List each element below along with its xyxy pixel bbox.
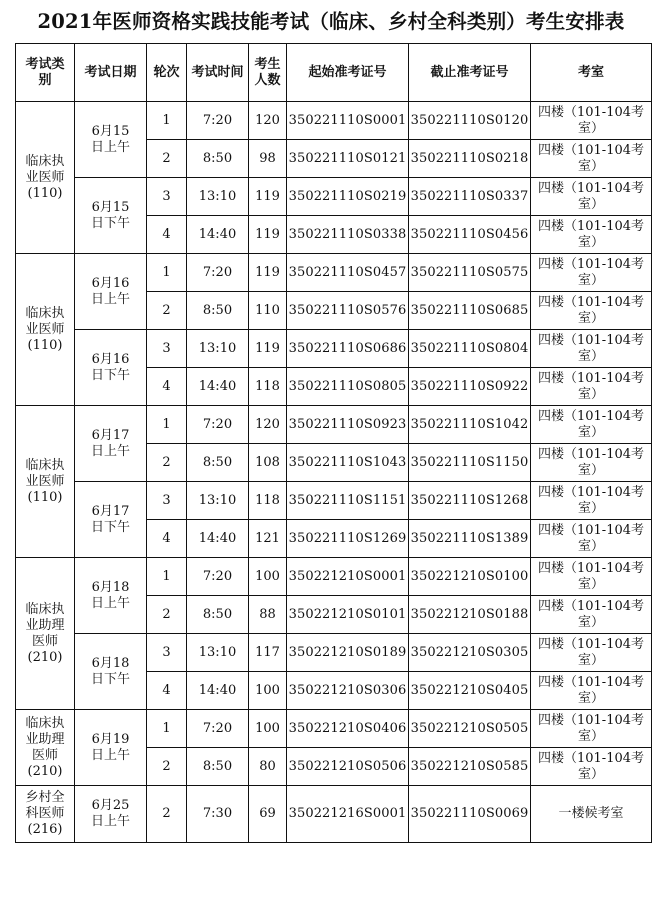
end-id-cell (409, 786, 531, 843)
round-cell-text: 1 (162, 568, 171, 584)
time-cell (187, 786, 249, 843)
count-cell-text: 98 (259, 150, 276, 166)
schedule-body (16, 102, 652, 843)
count-cell-text: 121 (255, 530, 280, 546)
round-cell (147, 520, 187, 558)
room-cell-text: 四楼（101-104考室） (537, 370, 645, 402)
time-cell-text: 7:20 (202, 112, 233, 128)
round-cell-text: 1 (162, 720, 171, 736)
count-cell (249, 748, 287, 786)
round-cell-text: 3 (162, 492, 171, 508)
count-cell (249, 216, 287, 254)
time-cell (187, 330, 249, 368)
start-id-cell (287, 482, 409, 520)
count-cell-text: 119 (255, 188, 280, 204)
end-id-cell-text: 350221110S0804 (410, 340, 529, 356)
end-id-cell-text: 350221110S0337 (410, 188, 529, 204)
count-cell-text: 118 (255, 492, 280, 508)
round-cell-text: 2 (162, 606, 171, 622)
round-cell (147, 786, 187, 843)
round-cell-text: 2 (162, 302, 171, 318)
time-cell-text: 8:50 (202, 606, 233, 622)
end-id-cell-text: 350221110S1268 (410, 492, 529, 508)
time-cell (187, 634, 249, 672)
round-cell (147, 710, 187, 748)
room-cell-text: 四楼（101-104考室） (537, 636, 645, 668)
start-id-cell (287, 558, 409, 596)
count-cell-text: 118 (255, 378, 280, 394)
round-cell (147, 672, 187, 710)
header-end-id: 截止准考证号 (409, 44, 531, 102)
room-cell (531, 786, 652, 843)
time-cell (187, 444, 249, 482)
time-cell (187, 406, 249, 444)
room-cell-text: 四楼（101-104考室） (537, 446, 645, 478)
count-cell-text: 100 (255, 720, 280, 736)
start-id-cell (287, 178, 409, 216)
category-cell (16, 710, 75, 786)
date-cell-text: 6月25日上午 (90, 798, 130, 829)
start-id-cell (287, 672, 409, 710)
end-id-cell (409, 710, 531, 748)
start-id-cell-text: 350221110S0121 (288, 150, 407, 166)
round-cell (147, 178, 187, 216)
end-id-cell-text: 350221110S0120 (410, 112, 529, 128)
room-cell (531, 558, 652, 596)
round-cell (147, 292, 187, 330)
category-cell (16, 254, 75, 406)
table-row (16, 558, 652, 596)
time-cell-text: 8:50 (202, 758, 233, 774)
start-id-cell-text: 350221110S0219 (288, 188, 407, 204)
round-cell (147, 482, 187, 520)
end-id-cell-text: 350221210S0505 (410, 720, 529, 736)
end-id-cell (409, 178, 531, 216)
round-cell-text: 2 (162, 806, 171, 821)
start-id-cell-text: 350221110S0686 (288, 340, 407, 356)
end-id-cell (409, 292, 531, 330)
end-id-cell (409, 140, 531, 178)
end-id-cell-text: 350221110S0575 (410, 264, 529, 280)
date-cell-text: 6月18日下午 (90, 655, 130, 687)
time-cell (187, 672, 249, 710)
round-cell (147, 254, 187, 292)
header-round: 轮次 (147, 44, 187, 102)
room-cell (531, 368, 652, 406)
schedule-table (15, 43, 652, 843)
round-cell (147, 748, 187, 786)
end-id-cell (409, 596, 531, 634)
date-cell (75, 406, 147, 482)
round-cell (147, 558, 187, 596)
date-cell (75, 254, 147, 330)
round-cell (147, 140, 187, 178)
room-cell (531, 482, 652, 520)
count-cell-text: 120 (255, 416, 280, 432)
room-cell-text: 四楼（101-104考室） (537, 142, 645, 174)
end-id-cell-text: 350221210S0585 (410, 758, 529, 774)
round-cell-text: 4 (162, 682, 171, 698)
room-cell (531, 178, 652, 216)
header-category: 考试类别 (16, 44, 75, 102)
room-cell (531, 710, 652, 748)
count-cell (249, 634, 287, 672)
start-id-cell-text: 350221216S0001 (288, 806, 407, 821)
end-id-cell-text: 350221210S0305 (410, 644, 529, 660)
time-cell-text: 13:10 (198, 644, 237, 660)
end-id-cell (409, 634, 531, 672)
start-id-cell (287, 216, 409, 254)
round-cell (147, 444, 187, 482)
round-cell-text: 4 (162, 226, 171, 242)
time-cell-text: 13:10 (198, 492, 237, 508)
room-cell-text: 四楼（101-104考室） (537, 560, 645, 592)
table-row (16, 102, 652, 140)
start-id-cell (287, 140, 409, 178)
time-cell-text: 14:40 (198, 682, 237, 698)
room-cell-text: 四楼（101-104考室） (537, 104, 645, 136)
table-row (16, 330, 652, 368)
start-id-cell (287, 520, 409, 558)
start-id-cell (287, 634, 409, 672)
room-cell (531, 444, 652, 482)
date-cell (75, 330, 147, 406)
start-id-cell (287, 596, 409, 634)
count-cell (249, 292, 287, 330)
end-id-cell (409, 748, 531, 786)
category-cell-text: 临床执业助理医师(210) (25, 715, 65, 779)
start-id-cell-text: 350221110S1269 (288, 530, 407, 546)
time-cell (187, 558, 249, 596)
room-cell (531, 520, 652, 558)
category-cell (16, 406, 75, 558)
room-cell (531, 330, 652, 368)
header-start-id: 起始准考证号 (287, 44, 409, 102)
time-cell (187, 216, 249, 254)
room-cell-text: 四楼（101-104考室） (537, 218, 645, 250)
time-cell (187, 710, 249, 748)
count-cell (249, 406, 287, 444)
date-cell (75, 178, 147, 254)
time-cell-text: 14:40 (198, 226, 237, 242)
room-cell-text: 四楼（101-104考室） (537, 484, 645, 516)
start-id-cell (287, 368, 409, 406)
end-id-cell-text: 350221110S1042 (410, 416, 529, 432)
round-cell (147, 330, 187, 368)
start-id-cell (287, 786, 409, 843)
round-cell-text: 4 (162, 530, 171, 546)
count-cell-text: 100 (255, 568, 280, 584)
table-row (16, 786, 652, 843)
category-cell-text: 临床执业医师(110) (25, 153, 65, 201)
time-cell-text: 13:10 (198, 340, 237, 356)
date-cell (75, 102, 147, 178)
round-cell-text: 3 (162, 644, 171, 660)
date-cell-text: 6月16日下午 (90, 351, 130, 383)
start-id-cell-text: 350221210S0001 (288, 568, 407, 584)
date-cell-text: 6月18日上午 (90, 579, 130, 611)
table-row (16, 482, 652, 520)
count-cell (249, 520, 287, 558)
time-cell-text: 7:20 (202, 720, 233, 736)
start-id-cell (287, 710, 409, 748)
time-cell (187, 748, 249, 786)
count-cell (249, 558, 287, 596)
time-cell (187, 520, 249, 558)
end-id-cell (409, 216, 531, 254)
room-cell-text: 四楼（101-104考室） (537, 256, 645, 288)
start-id-cell-text: 350221110S0338 (288, 226, 407, 242)
count-cell (249, 368, 287, 406)
time-cell-text: 8:50 (202, 454, 233, 470)
start-id-cell-text: 350221210S0506 (288, 758, 407, 774)
header-row (16, 44, 652, 102)
date-cell (75, 710, 147, 786)
round-cell-text: 2 (162, 150, 171, 166)
count-cell (249, 710, 287, 748)
start-id-cell (287, 292, 409, 330)
room-cell (531, 634, 652, 672)
time-cell-text: 7:20 (202, 568, 233, 584)
category-cell (16, 558, 75, 710)
round-cell (147, 596, 187, 634)
round-cell-text: 4 (162, 378, 171, 394)
start-id-cell (287, 102, 409, 140)
time-cell (187, 140, 249, 178)
count-cell (249, 330, 287, 368)
count-cell (249, 254, 287, 292)
end-id-cell-text: 350221110S0685 (410, 302, 529, 318)
count-cell (249, 786, 287, 843)
start-id-cell (287, 748, 409, 786)
count-cell-text: 80 (259, 758, 276, 774)
category-cell-text: 临床执业助理医师(210) (25, 601, 65, 665)
start-id-cell (287, 444, 409, 482)
room-cell-text: 四楼（101-104考室） (537, 522, 645, 554)
header-time: 考试时间 (187, 44, 249, 102)
time-cell-text: 7:30 (202, 806, 233, 821)
start-id-cell-text: 350221110S0805 (288, 378, 407, 394)
room-cell-text: 四楼（101-104考室） (537, 332, 645, 364)
start-id-cell (287, 406, 409, 444)
round-cell-text: 2 (162, 454, 171, 470)
room-cell (531, 672, 652, 710)
round-cell-text: 3 (162, 340, 171, 356)
header-room: 考室 (531, 44, 652, 102)
start-id-cell-text: 350221110S1043 (288, 454, 407, 470)
category-cell-text: 临床执业医师(110) (25, 457, 65, 505)
room-cell (531, 748, 652, 786)
count-cell (249, 102, 287, 140)
room-cell-text: 四楼（101-104考室） (537, 180, 645, 212)
round-cell (147, 216, 187, 254)
table-row (16, 406, 652, 444)
start-id-cell-text: 350221110S0457 (288, 264, 407, 280)
count-cell-text: 117 (255, 644, 280, 660)
room-cell (531, 102, 652, 140)
start-id-cell-text: 350221110S0576 (288, 302, 407, 318)
round-cell-text: 1 (162, 264, 171, 280)
round-cell (147, 634, 187, 672)
end-id-cell-text: 350221110S0218 (410, 150, 529, 166)
time-cell-text: 14:40 (198, 378, 237, 394)
end-id-cell (409, 406, 531, 444)
date-cell-text: 6月15日上午 (90, 123, 130, 155)
time-cell-text: 8:50 (202, 150, 233, 166)
count-cell (249, 178, 287, 216)
end-id-cell-text: 350221110S1389 (410, 530, 529, 546)
end-id-cell (409, 672, 531, 710)
round-cell-text: 1 (162, 416, 171, 432)
count-cell (249, 672, 287, 710)
date-cell (75, 634, 147, 710)
date-cell (75, 786, 147, 843)
end-id-cell-text: 350221210S0100 (410, 568, 529, 584)
start-id-cell-text: 350221210S0101 (288, 606, 407, 622)
time-cell-text: 7:20 (202, 264, 233, 280)
table-row (16, 178, 652, 216)
category-cell-text: 乡村全科医师(216) (25, 790, 65, 837)
count-cell-text: 69 (259, 806, 276, 821)
start-id-cell-text: 350221110S0923 (288, 416, 407, 432)
room-cell (531, 216, 652, 254)
round-cell-text: 2 (162, 758, 171, 774)
header-date: 考试日期 (75, 44, 147, 102)
room-cell-text: 一楼候考室 (558, 806, 624, 821)
end-id-cell-text: 350221210S0188 (410, 606, 529, 622)
category-cell-text: 临床执业医师(110) (25, 305, 65, 353)
start-id-cell (287, 330, 409, 368)
count-cell (249, 444, 287, 482)
start-id-cell (287, 254, 409, 292)
time-cell-text: 14:40 (198, 530, 237, 546)
time-cell (187, 292, 249, 330)
count-cell-text: 110 (255, 302, 280, 318)
end-id-cell (409, 444, 531, 482)
date-cell-text: 6月16日上午 (90, 275, 130, 307)
round-cell (147, 102, 187, 140)
end-id-cell-text: 350221110S0922 (410, 378, 529, 394)
count-cell-text: 88 (259, 606, 276, 622)
start-id-cell-text: 350221110S1151 (288, 492, 407, 508)
start-id-cell-text: 350221210S0406 (288, 720, 407, 736)
end-id-cell (409, 482, 531, 520)
date-cell-text: 6月17日下午 (90, 503, 130, 535)
end-id-cell-text: 350221110S0069 (410, 806, 529, 821)
room-cell-text: 四楼（101-104考室） (537, 598, 645, 630)
time-cell (187, 178, 249, 216)
time-cell (187, 368, 249, 406)
room-cell-text: 四楼（101-104考室） (537, 408, 645, 440)
room-cell (531, 406, 652, 444)
count-cell (249, 596, 287, 634)
time-cell (187, 482, 249, 520)
end-id-cell (409, 254, 531, 292)
date-cell-text: 6月17日上午 (90, 427, 130, 459)
end-id-cell-text: 350221110S0456 (410, 226, 529, 242)
start-id-cell-text: 350221210S0306 (288, 682, 407, 698)
room-cell (531, 140, 652, 178)
round-cell (147, 406, 187, 444)
round-cell (147, 368, 187, 406)
time-cell-text: 8:50 (202, 302, 233, 318)
end-id-cell (409, 368, 531, 406)
table-row (16, 254, 652, 292)
room-cell (531, 596, 652, 634)
time-cell (187, 596, 249, 634)
time-cell (187, 254, 249, 292)
start-id-cell-text: 350221110S0001 (288, 112, 407, 128)
count-cell-text: 119 (255, 226, 280, 242)
category-cell (16, 102, 75, 254)
count-cell-text: 119 (255, 340, 280, 356)
end-id-cell-text: 350221210S0405 (410, 682, 529, 698)
category-cell (16, 786, 75, 843)
room-cell-text: 四楼（101-104考室） (537, 294, 645, 326)
table-row (16, 634, 652, 672)
end-id-cell-text: 350221110S1150 (410, 454, 529, 470)
count-cell-text: 108 (255, 454, 280, 470)
header-count: 考生人数 (249, 44, 287, 102)
count-cell (249, 140, 287, 178)
room-cell (531, 254, 652, 292)
time-cell-text: 13:10 (198, 188, 237, 204)
room-cell-text: 四楼（101-104考室） (537, 674, 645, 706)
date-cell-text: 6月15日下午 (90, 199, 130, 231)
date-cell-text: 6月19日上午 (90, 731, 130, 763)
count-cell (249, 482, 287, 520)
round-cell-text: 1 (162, 112, 171, 128)
date-cell (75, 558, 147, 634)
room-cell-text: 四楼（101-104考室） (537, 750, 645, 782)
round-cell-text: 3 (162, 188, 171, 204)
count-cell-text: 119 (255, 264, 280, 280)
end-id-cell (409, 558, 531, 596)
time-cell (187, 102, 249, 140)
page-title: 2021年医师资格实践技能考试（临床、乡村全科类别）考生安排表 (37, 10, 625, 33)
date-cell (75, 482, 147, 558)
start-id-cell-text: 350221210S0189 (288, 644, 407, 660)
end-id-cell (409, 330, 531, 368)
end-id-cell (409, 520, 531, 558)
time-cell-text: 7:20 (202, 416, 233, 432)
count-cell-text: 120 (255, 112, 280, 128)
count-cell-text: 100 (255, 682, 280, 698)
end-id-cell (409, 102, 531, 140)
table-row (16, 710, 652, 748)
room-cell-text: 四楼（101-104考室） (537, 712, 645, 744)
room-cell (531, 292, 652, 330)
